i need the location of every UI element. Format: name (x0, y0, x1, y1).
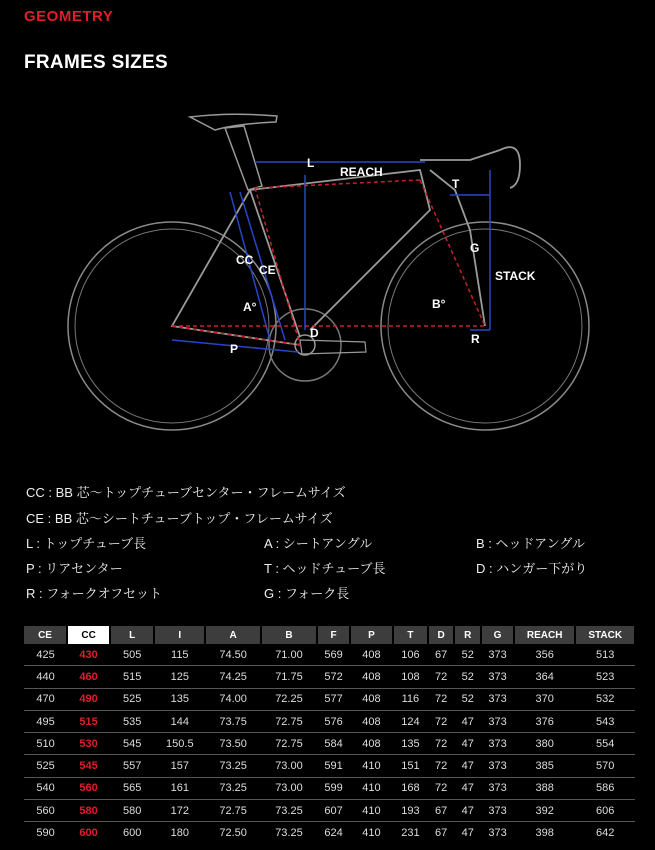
table-cell: 72.25 (261, 688, 317, 710)
col-header: T (393, 626, 428, 644)
table-row (24, 822, 635, 844)
table-cell: 513 (575, 644, 635, 666)
table-row (24, 710, 635, 732)
table-cell: 151 (393, 755, 428, 777)
label-r: R (471, 332, 480, 346)
table-row (24, 688, 635, 710)
seatpost (225, 126, 262, 190)
table-row (24, 800, 635, 822)
table-cell: 74.00 (205, 688, 260, 710)
table-cell: 161 (154, 777, 205, 799)
table-cell: 116 (393, 688, 428, 710)
col-header: G (481, 626, 514, 644)
table-cell: 408 (350, 733, 393, 755)
table-cell: 73.25 (205, 777, 260, 799)
table-cell: 373 (481, 755, 514, 777)
table-cell: 73.25 (205, 755, 260, 777)
label-cc: CC (236, 253, 254, 267)
table-cell: 543 (575, 710, 635, 732)
table-cell: 392 (514, 800, 576, 822)
table-cell: 410 (350, 800, 393, 822)
table-cell: 373 (481, 733, 514, 755)
table-cell: 157 (154, 755, 205, 777)
label-reach: REACH (340, 165, 383, 179)
table-cell: 570 (575, 755, 635, 777)
table-cell: 577 (317, 688, 350, 710)
table-cell: 72.75 (205, 800, 260, 822)
table-cell: 73.00 (261, 777, 317, 799)
table-cell: 495 (24, 710, 67, 732)
table-cell: 72 (428, 777, 455, 799)
table-cell: 135 (393, 733, 428, 755)
table-cell: 540 (24, 777, 67, 799)
table-cell: 72 (428, 710, 455, 732)
table-cell: 71.75 (261, 666, 317, 688)
table-cell: 557 (110, 755, 154, 777)
table-cell: 599 (317, 777, 350, 799)
table-cell: 460 (67, 666, 110, 688)
table-cell: 144 (154, 710, 205, 732)
table-row (24, 644, 635, 666)
table-cell: 624 (324, 827, 343, 840)
table-cell: 47 (454, 755, 481, 777)
table-cell: 52 (454, 666, 481, 688)
table-row (24, 666, 635, 688)
table-cell: 74.25 (205, 666, 260, 688)
table-cell: 73.25 (261, 800, 317, 822)
col-header: B (261, 626, 317, 644)
table-row (24, 755, 635, 777)
table-cell: 586 (575, 777, 635, 799)
table-cell: 364 (514, 666, 576, 688)
table-cell: 72.75 (261, 733, 317, 755)
table-cell: 525 (110, 688, 154, 710)
table-cell: 545 (67, 755, 110, 777)
table-row (24, 777, 635, 799)
legend-t: T : ヘッドチューブ長 (264, 561, 386, 576)
table-cell: 398 (535, 827, 554, 840)
table-cell: 135 (154, 688, 205, 710)
table-cell: 373 (481, 688, 514, 710)
geometry-table (24, 626, 636, 844)
table-cell: 373 (481, 710, 514, 732)
table-cell: 470 (24, 688, 67, 710)
table-cell: 515 (110, 666, 154, 688)
crank-arm (300, 340, 366, 354)
table-cell: 373 (488, 827, 507, 840)
table-cell: 430 (67, 644, 110, 666)
label-p: P (230, 342, 239, 356)
table-cell: 425 (24, 644, 67, 666)
table-cell: 72 (428, 666, 455, 688)
table-cell: 410 (350, 755, 393, 777)
table-cell: 172 (154, 800, 205, 822)
reach-line (255, 180, 420, 188)
table-cell: 370 (514, 688, 576, 710)
table-cell: 505 (110, 644, 154, 666)
table-cell: 408 (350, 688, 393, 710)
label-l: L (307, 156, 315, 170)
table-cell: 72.75 (261, 710, 317, 732)
col-header: F (317, 626, 350, 644)
table-cell: 523 (575, 666, 635, 688)
table-cell: 535 (110, 710, 154, 732)
table-cell: 52 (454, 688, 481, 710)
table-cell: 106 (393, 644, 428, 666)
top-down-tube (250, 170, 430, 330)
table-cell: 180 (170, 827, 189, 840)
legend-cc: CC : BB 芯～トップチューブセンター・フレームサイズ (26, 485, 346, 500)
handlebar (420, 147, 520, 188)
table-cell: 193 (393, 800, 428, 822)
table-cell: 47 (454, 777, 481, 799)
table-cell: 580 (110, 800, 154, 822)
label-g: G (470, 241, 480, 255)
table-cell: 642 (596, 827, 615, 840)
table-cell: 490 (67, 688, 110, 710)
table-cell: 72 (428, 755, 455, 777)
table-cell: 125 (154, 666, 205, 688)
table-cell: 584 (317, 733, 350, 755)
table-cell: 530 (67, 733, 110, 755)
table-cell: 515 (67, 710, 110, 732)
table-cell: 72.50 (219, 827, 247, 840)
col-header: CC (67, 626, 110, 644)
table-cell: 510 (24, 733, 67, 755)
table-cell: 124 (393, 710, 428, 732)
col-header: L (110, 626, 154, 644)
table-cell: 47 (461, 827, 474, 840)
table-cell: 373 (481, 800, 514, 822)
table-cell: 47 (454, 710, 481, 732)
table-cell: 67 (435, 827, 448, 840)
table-cell: 388 (514, 777, 576, 799)
table-cell: 72 (428, 688, 455, 710)
table-cell: 440 (24, 666, 67, 688)
table-cell: 73.50 (205, 733, 260, 755)
col-header: STACK (575, 626, 635, 644)
table-cell: 600 (79, 827, 98, 840)
legend-b: B : ヘッドアングル (476, 536, 585, 551)
label-b: B° (432, 297, 446, 311)
table-cell: 408 (350, 644, 393, 666)
table-cell: 569 (317, 644, 350, 666)
col-header: REACH (514, 626, 576, 644)
table-cell: 565 (110, 777, 154, 799)
table-cell: 606 (575, 800, 635, 822)
legend-p: P : リアセンター (26, 561, 123, 576)
label-t: T (452, 177, 460, 191)
table-cell: 67 (428, 644, 455, 666)
table-cell: 408 (350, 710, 393, 732)
table-cell: 600 (122, 827, 142, 840)
table-cell: 73.75 (205, 710, 260, 732)
table-cell: 560 (67, 777, 110, 799)
table-cell: 73.25 (275, 827, 303, 840)
table-cell: 532 (575, 688, 635, 710)
table-cell: 67 (428, 800, 455, 822)
legend-d: D : ハンガー下がり (476, 561, 588, 576)
table-cell: 408 (350, 666, 393, 688)
col-header: I (154, 626, 205, 644)
legend-a: A : シートアングル (264, 536, 373, 551)
table-cell: 73.00 (261, 755, 317, 777)
table-cell: 560 (24, 800, 67, 822)
table-cell: 380 (514, 733, 576, 755)
table-cell: 47 (454, 733, 481, 755)
table-cell: 108 (393, 666, 428, 688)
table-cell: 373 (481, 666, 514, 688)
legend-g: G : フォーク長 (264, 586, 350, 601)
col-header: D (428, 626, 455, 644)
legend-r: R : フォークオフセット (26, 586, 163, 601)
table-cell: 576 (317, 710, 350, 732)
section-title: GEOMETRY (24, 8, 114, 25)
table-cell: 150.5 (154, 733, 205, 755)
table-cell: 590 (36, 827, 55, 840)
table-header-row (24, 626, 635, 644)
col-header: P (350, 626, 393, 644)
table-cell: 74.50 (205, 644, 260, 666)
table-cell: 373 (481, 777, 514, 799)
label-ce: CE (259, 263, 276, 277)
label-a: A° (243, 300, 257, 314)
col-header: CE (24, 626, 67, 644)
table-cell: 356 (514, 644, 576, 666)
legend-ce: CE : BB 芯～シートチューブトップ・フレームサイズ (26, 511, 333, 526)
table-cell: 52 (454, 644, 481, 666)
table-cell: 591 (317, 755, 350, 777)
table-cell: 115 (154, 644, 205, 666)
table-cell: 376 (514, 710, 576, 732)
table-cell: 580 (67, 800, 110, 822)
table-cell: 572 (317, 666, 350, 688)
table-cell: 607 (317, 800, 350, 822)
legend-l: L : トップチューブ長 (26, 536, 147, 551)
col-header: A (205, 626, 260, 644)
table-cell: 554 (575, 733, 635, 755)
label-stack: STACK (495, 269, 536, 283)
table-cell: 545 (110, 733, 154, 755)
table-row (24, 733, 635, 755)
table-cell: 71.00 (261, 644, 317, 666)
table-cell: 47 (454, 800, 481, 822)
table-cell: 410 (350, 777, 393, 799)
table-cell: 168 (393, 777, 428, 799)
table-cell: 72 (428, 733, 455, 755)
table-cell: 410 (362, 827, 381, 840)
label-d: D (310, 326, 319, 340)
table-cell: 231 (401, 827, 420, 840)
table-cell: 385 (514, 755, 576, 777)
table-cell: 373 (481, 644, 514, 666)
page-title: FRAMES SIZES (24, 52, 169, 73)
table-cell: 525 (24, 755, 67, 777)
col-header: R (454, 626, 481, 644)
